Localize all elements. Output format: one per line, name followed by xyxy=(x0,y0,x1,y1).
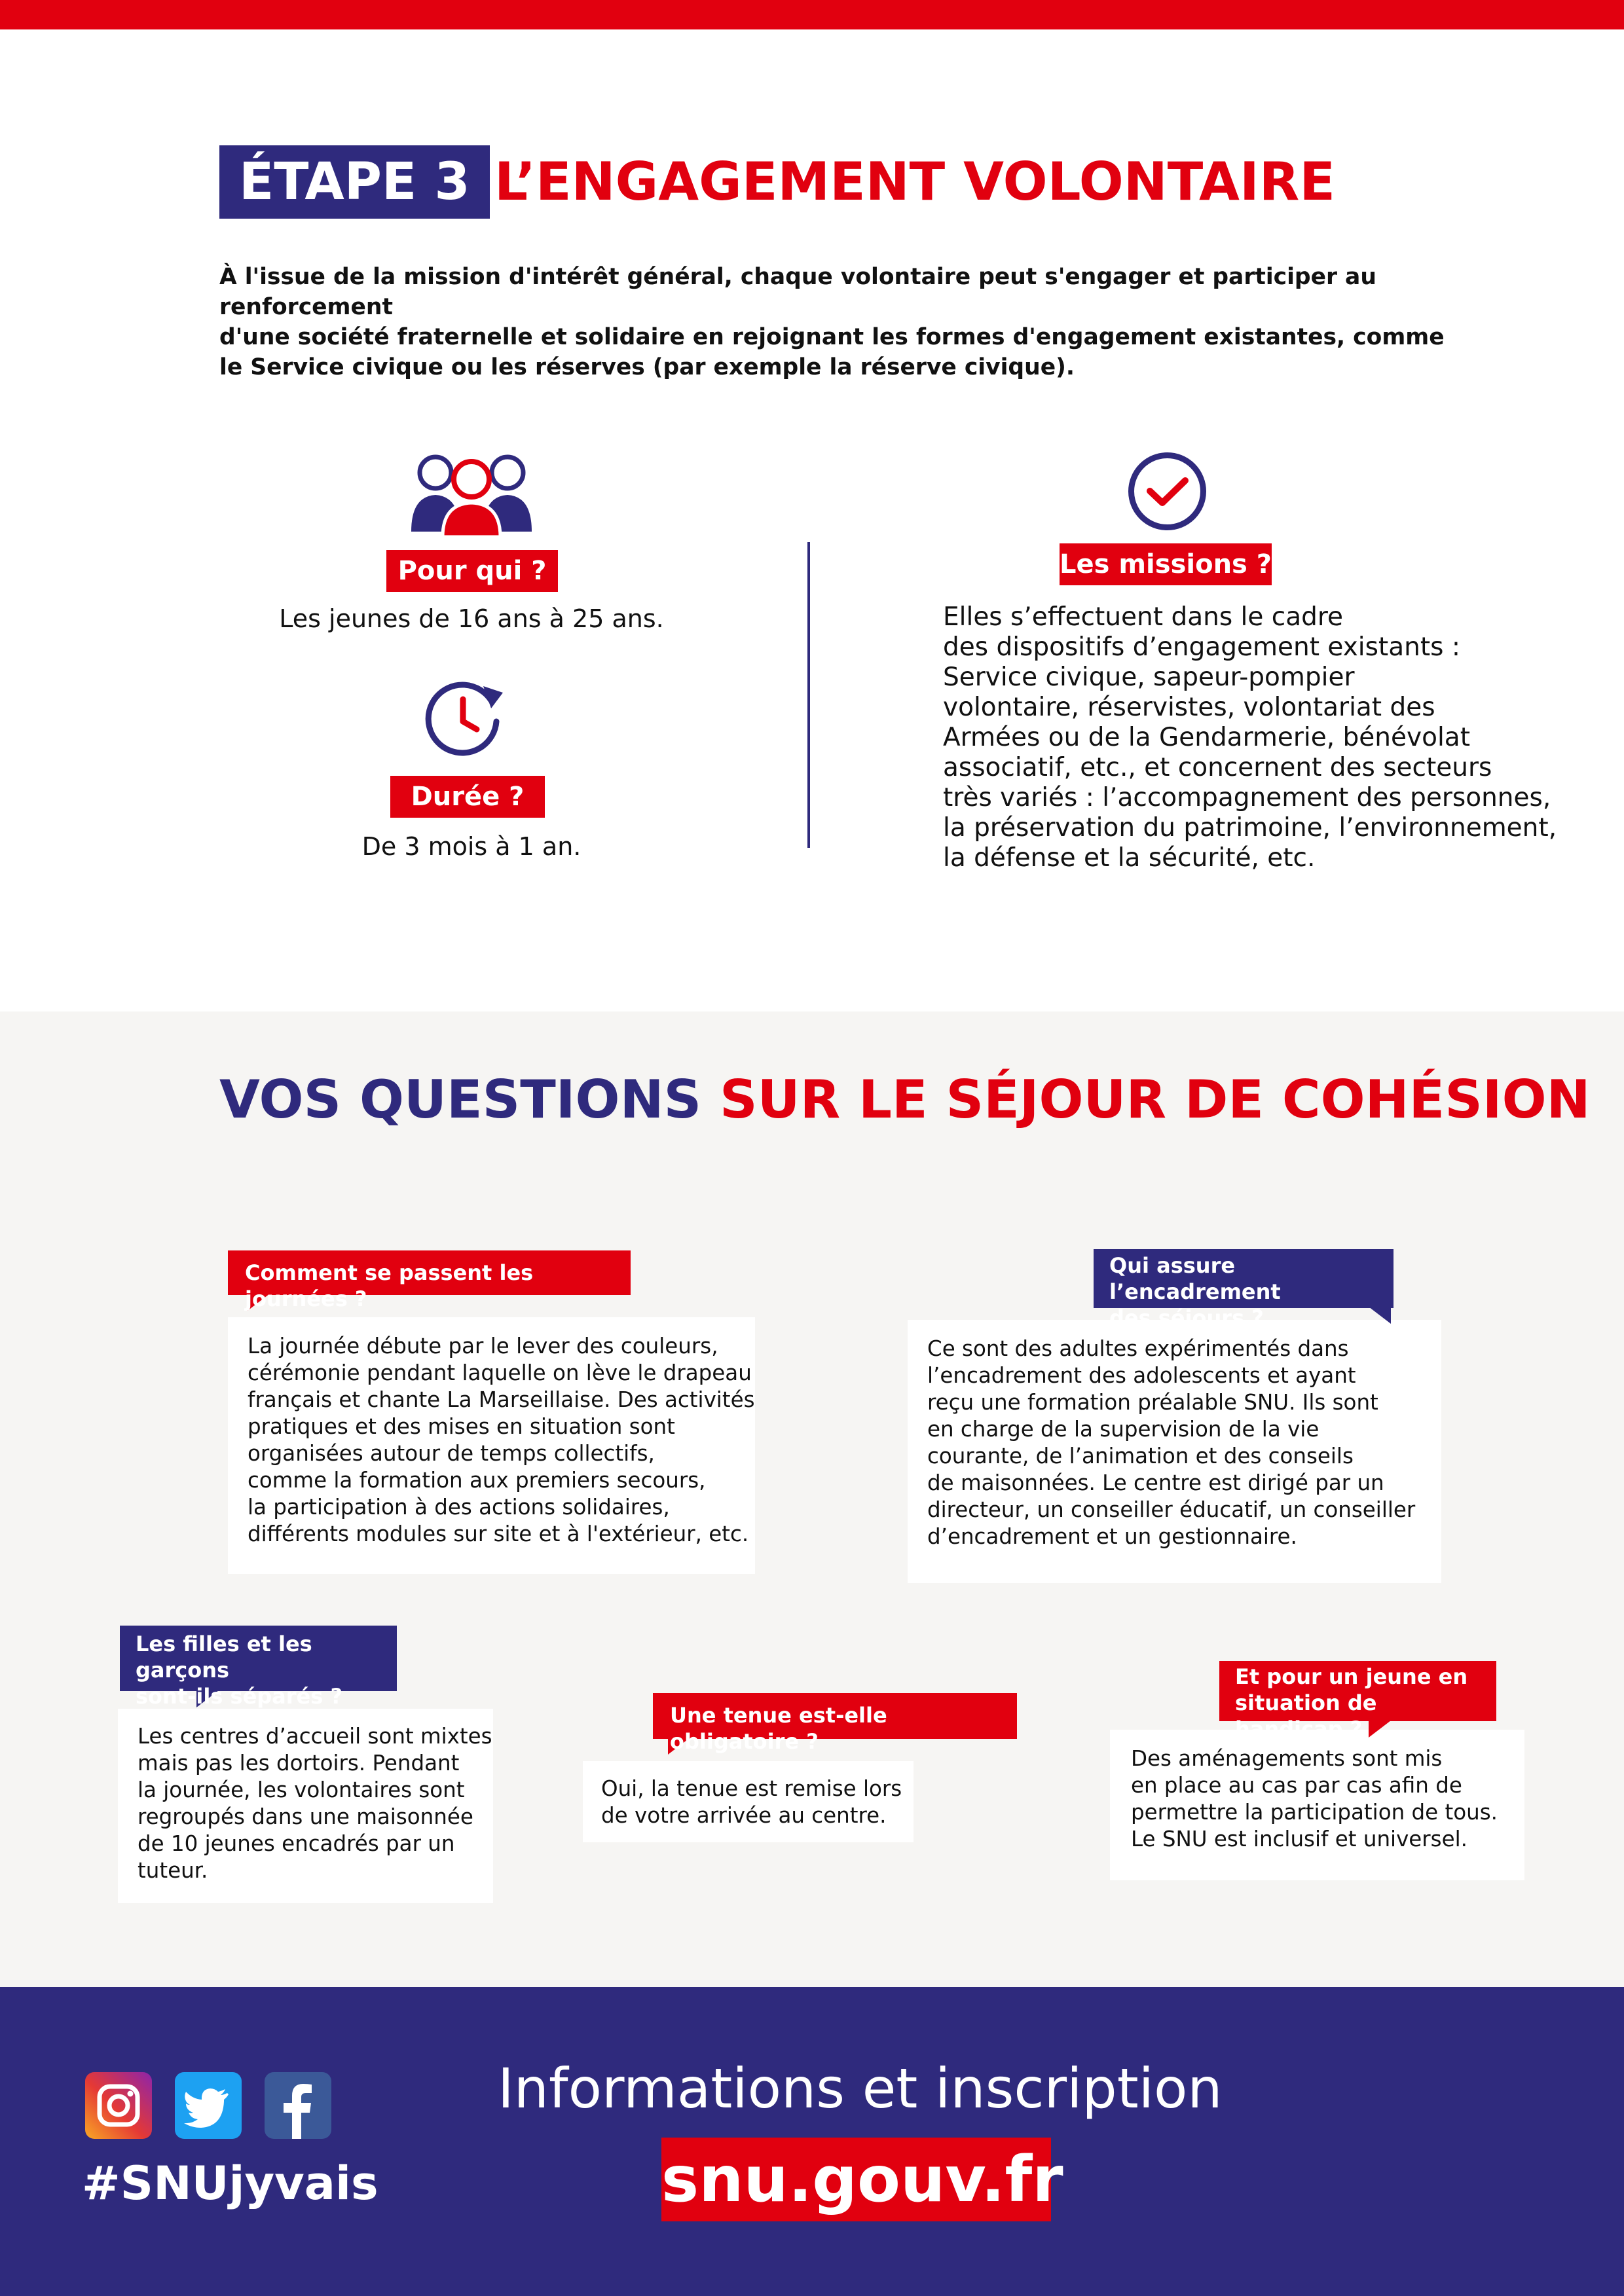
answer-line: de maisonnées. Le centre est dirigé par un xyxy=(927,1470,1384,1495)
vertical-divider xyxy=(807,542,810,848)
answer-line: différents modules sur site et à l'extérieur, etc. xyxy=(248,1522,749,1546)
question-line: des séjours ? xyxy=(1109,1305,1264,1330)
check-circle-icon xyxy=(1126,450,1208,532)
etape-intro xyxy=(219,262,1450,382)
answer-line: La journée débute par le lever des couleurs, xyxy=(248,1334,718,1358)
tenue-answer xyxy=(583,1761,913,1842)
question-line: Les filles et les garçons xyxy=(136,1631,312,1683)
handicap-question xyxy=(1219,1661,1496,1741)
etape-number-badge: ÉTAPE 3 xyxy=(219,145,490,219)
questions-title xyxy=(219,1064,1591,1136)
question-line: sont-ils séparés ? xyxy=(136,1684,342,1709)
answer-line: Ce sont des adultes expérimentés dans xyxy=(927,1336,1349,1361)
etape-title: L’ENGAGEMENT VOLONTAIRE xyxy=(494,151,1335,212)
missions-line: la préservation du patrimoine, l’environnement, xyxy=(943,813,1557,843)
missions-line: volontaire, réservistes, volontariat des xyxy=(943,693,1435,722)
answer-line: permettre la participation de tous. xyxy=(1131,1800,1498,1825)
twitter-icon[interactable] xyxy=(175,2072,242,2139)
missions-line: très variés : l’accompagnement des personnes, xyxy=(943,783,1551,812)
missions-line: des dispositifs d’engagement existants : xyxy=(943,632,1460,662)
encadrement-answer xyxy=(908,1320,1441,1583)
answer-line: de votre arrivée au centre. xyxy=(601,1803,887,1828)
missions-line: la défense et la sécurité, etc. xyxy=(943,843,1316,873)
instagram-icon[interactable] xyxy=(85,2072,152,2139)
tenue-question: Une tenue est-elle obligatoire ? xyxy=(653,1693,1017,1739)
duree-label: Durée ? xyxy=(390,776,545,818)
missions-line: associatif, etc., et concernent des secteurs xyxy=(943,753,1492,782)
pour-qui-text: Les jeunes de 16 ans à 25 ans. xyxy=(279,604,664,633)
intro-line: le Service civique ou les réserves (par exemple la réserve civique). xyxy=(219,354,1075,380)
answer-line: courante, de l’animation et des conseils xyxy=(927,1444,1354,1468)
answer-line: tuteur. xyxy=(138,1858,208,1883)
answer-line: organisées autour de temps collectifs, xyxy=(248,1441,655,1466)
answer-line: regroupés dans une maisonnée xyxy=(138,1804,473,1829)
answer-line: directeur, un conseiller éducatif, un conseiller xyxy=(927,1497,1416,1522)
missions-text xyxy=(943,602,1565,873)
question-line: Et pour un jeune en xyxy=(1235,1664,1468,1689)
question-line: situation de handicap ? xyxy=(1235,1690,1377,1741)
missions-label: Les missions ? xyxy=(1060,543,1272,585)
journees-question: Comment se passent les journées ? xyxy=(228,1250,631,1295)
missions-line: Armées ou de la Gendarmerie, bénévolat xyxy=(943,723,1470,752)
intro-line: d'une société fraternelle et solidaire en rejoignant les formes d'engagement existantes, comme xyxy=(219,324,1445,350)
questions-title-part2: SUR LE SÉJOUR DE COHÉSION xyxy=(720,1069,1591,1130)
answer-line: Le SNU est inclusif et universel. xyxy=(1131,1827,1467,1851)
filles-garcons-question xyxy=(120,1626,397,1709)
answer-line: pratiques et des mises en situation sont xyxy=(248,1414,675,1439)
handicap-answer xyxy=(1110,1730,1524,1880)
top-red-bar xyxy=(0,0,1624,29)
answer-line: la journée, les volontaires sont xyxy=(138,1777,465,1802)
answer-line: Des aménagements sont mis xyxy=(1131,1746,1443,1771)
question-line: Qui assure l’encadrement xyxy=(1109,1253,1281,1304)
pour-qui-label: Pour qui ? xyxy=(386,550,558,592)
journees-answer xyxy=(228,1317,755,1574)
answer-line: français et chante La Marseillaise. Des activités xyxy=(248,1387,755,1412)
missions-line: Elles s’effectuent dans le cadre xyxy=(943,602,1344,632)
facebook-icon[interactable] xyxy=(265,2072,331,2139)
hashtag: #SNUjyvais xyxy=(82,2157,378,2210)
answer-line: l’encadrement des adolescents et ayant xyxy=(927,1363,1356,1388)
answer-line: reçu une formation préalable SNU. Ils sont xyxy=(927,1390,1378,1415)
answer-line: de 10 jeunes encadrés par un xyxy=(138,1831,455,1856)
missions-line: Service civique, sapeur-pompier xyxy=(943,663,1355,692)
answer-line: Oui, la tenue est remise lors xyxy=(601,1776,902,1801)
answer-line: Les centres d’accueil sont mixtes xyxy=(138,1724,492,1749)
encadrement-question xyxy=(1094,1249,1393,1330)
answer-line: d’encadrement et un gestionnaire. xyxy=(927,1524,1297,1549)
questions-title-part1: VOS QUESTIONS xyxy=(219,1069,702,1130)
answer-line: mais pas les dortoirs. Pendant xyxy=(138,1751,460,1776)
info-inscription: Informations et inscription xyxy=(498,2056,1223,2121)
filles-garcons-answer xyxy=(118,1709,493,1903)
duree-text: De 3 mois à 1 an. xyxy=(361,832,581,861)
people-group-icon xyxy=(406,445,537,537)
website-link[interactable]: snu.gouv.fr xyxy=(661,2138,1051,2221)
answer-line: cérémonie pendant laquelle on lève le drapeau xyxy=(248,1360,752,1385)
answer-line: en charge de la supervision de la vie xyxy=(927,1417,1320,1442)
intro-line: À l'issue de la mission d'intérêt général, chaque volontaire peut s'engager et participer au renforcement xyxy=(219,264,1376,320)
answer-line: en place au cas par cas afin de xyxy=(1131,1773,1462,1798)
answer-line: comme la formation aux premiers secours, xyxy=(248,1468,706,1493)
answer-line: la participation à des actions solidaires, xyxy=(248,1495,670,1520)
clock-refresh-icon xyxy=(419,674,507,763)
